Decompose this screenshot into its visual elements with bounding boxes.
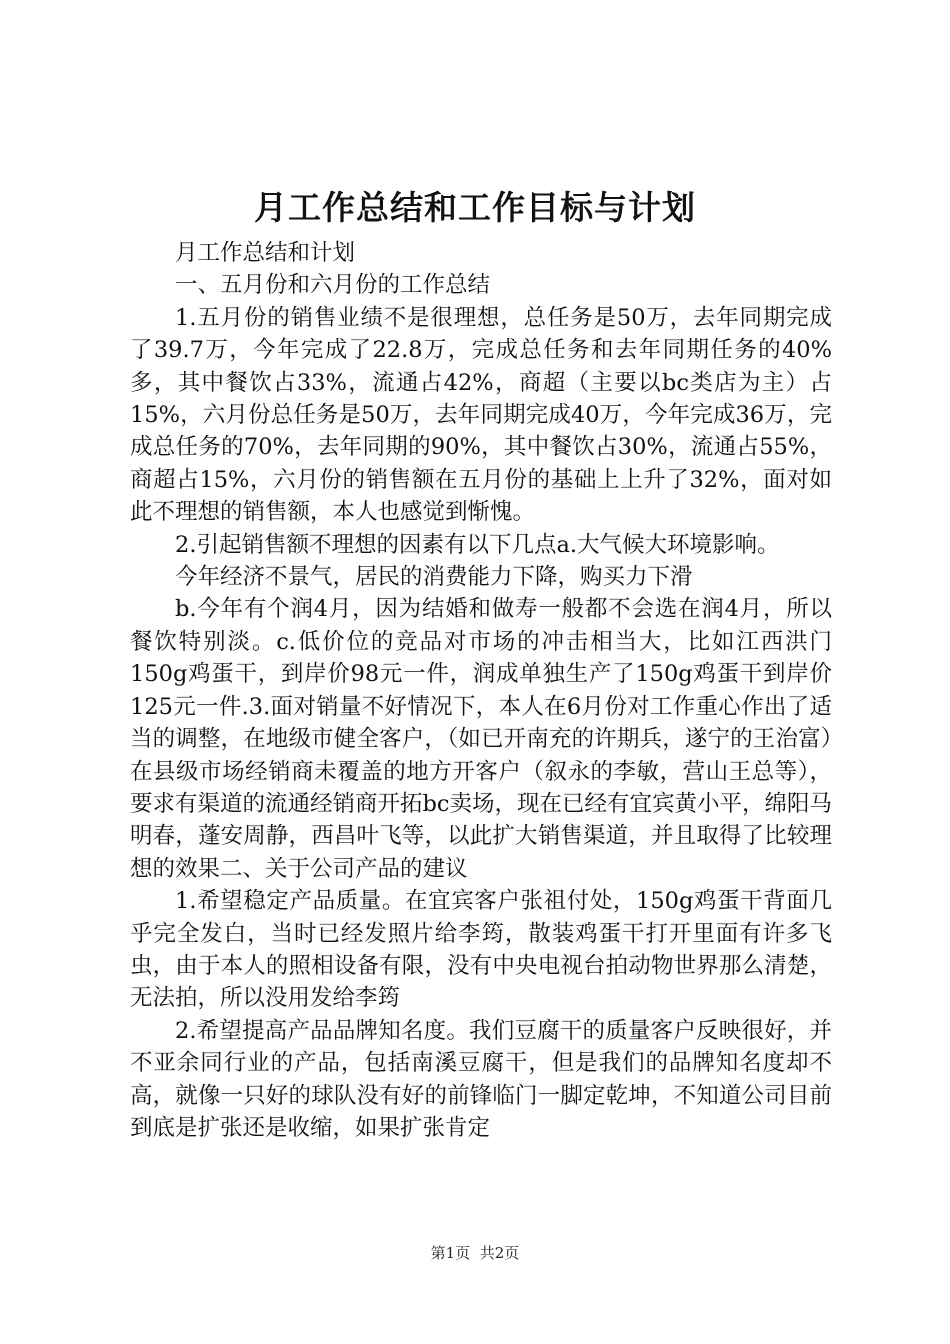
page-total: 共2页 xyxy=(479,1244,520,1262)
paragraph-item-2: 2.引起销售额不理想的因素有以下几点a.大气候大环境影响。 xyxy=(175,531,780,558)
paragraph-item-1: 1.五月份的销售业绩不是很理想，总任务是50万，去年同期完成了39.7万，今年完成了22.8万，完成总任务和去年同期任务的40%多，其中餐饮占33%，流通占42%，商超（主要以bc类店为主）占15%，六月份总任务是50万，去年同期完成40万，今年完成36万，完成总任务的70%，去年同期的90%，其中餐饮占30%，流通占55%，商超占15%，六月份的销售额在五月份的基础上上升了32%，面对如此不理想的销售额，本人也感觉到惭愧。 xyxy=(130,304,832,526)
paragraph-subtitle: 月工作总结和计划 xyxy=(175,240,356,266)
page-footer xyxy=(0,1243,950,1263)
paragraph-economy: 今年经济不景气，居民的消费能力下降，购买力下滑 xyxy=(175,564,693,591)
paragraph-section-heading: 一、五月份和六月份的工作总结 xyxy=(175,272,491,299)
page-number: 第1页 xyxy=(430,1244,471,1262)
footer-separator xyxy=(470,1244,480,1262)
paragraph-suggestion-1: 1.希望稳定产品质量。在宜宾客户张祖付处，150g鸡蛋干背面几乎完全发白，当时已经发照片给李筠，散装鸡蛋干打开里面有许多飞虫，由于本人的照相设备有限，没有中央电视台拍动物世界那么清楚，无法拍，所以没用发给李筠 xyxy=(130,888,832,1012)
paragraph-item-b: b.今年有个润4月，因为结婚和做寿一般都不会选在润4月，所以餐饮特别淡。c.低价位的竞品对市场的冲击相当大，比如江西洪门150g鸡蛋干，到岸价98元一件，润成单独生产了150g鸡蛋干到岸价125元一件.3.面对销量不好情况下，本人在6月份对工作重心作出了适当的调整，在地级市健全客户，（如已开南充的许期兵，遂宁的王治富）在县级市场经销商未覆盖的地方开客户（叙永的李敏，营山王总等），要求有渠道的流通经销商开拓bc卖场，现在已经有宜宾黄小平，绵阳马明春，蓬安周静，西昌叶飞等，以此扩大销售渠道，并且取得了比较理想的效果二、关于公司产品的建议 xyxy=(130,596,833,882)
document-title: 月工作总结和工作目标与计划 xyxy=(254,188,696,227)
paragraph-suggestion-2: 2.希望提高产品品牌知名度。我们豆腐干的质量客户反映很好，并不亚余同行业的产品，包括南溪豆腐干，但是我们的品牌知名度却不高，就像一只好的球队没有好的前锋临门一脚定乾坤，不知道公司目前到底是扩张还是收缩，如果扩张肯定 xyxy=(130,1017,832,1141)
document-body xyxy=(130,237,832,1144)
